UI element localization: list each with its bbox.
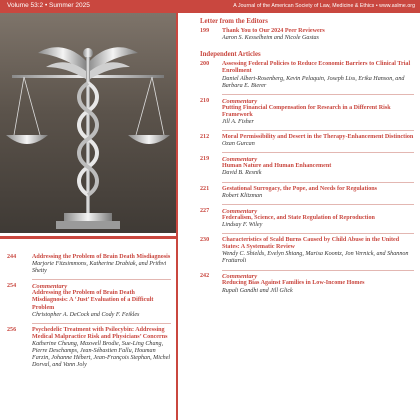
toc-entry[interactable] [7,283,171,318]
article-title: Addressing the Problem of Brain Death Misdiagnosis [32,254,171,260]
article-title: Reducing Bias Against Families in Low-Income Homes [222,280,365,287]
entry-rule [222,270,414,271]
article-authors: Wendy C. Shields, Evelyn Shiang, Marisa Koontz, Jon Vernick, and Shannon Frattaroli [222,251,409,265]
toc-entry[interactable] [184,98,414,126]
entry-rule [222,130,414,131]
page-number: 221 [200,185,210,192]
article-authors: Aaron S. Kesselheim and Nicole Gastas [222,35,319,42]
left-column [7,254,171,373]
article-authors: Lindsay F. Wiley [222,221,263,228]
article-authors: Marjorie Fitzsimmons, Katherine Drabiak, and Prithvi Shetty [32,261,167,275]
section-heading: Letter from the Editors [200,18,268,25]
entry-rule [222,182,414,183]
page-number: 219 [200,156,210,163]
toc-entry[interactable] [184,134,414,148]
article-authors: Christopher A. DeCock and Cody F. Feikles [32,311,140,318]
entry-rule [222,233,414,234]
page-number: 199 [200,28,210,35]
article-title: Assessing Federal Policies to Reduce Economic Barriers to Clinical Trial Enrollment [222,61,411,75]
entry-rule [32,323,171,324]
page-number: 244 [7,254,17,260]
entry-rule [222,152,414,153]
section-heading: Independent Articles [200,51,261,59]
page-number: 210 [200,97,210,104]
caduceus-scales-icon [0,13,176,233]
article-authors: Katherine Cheung, Maxwell Brodie, Sue-Ling Chang, Pierre Deschamps, Jean-Sébastien Fallu, Houman Farzin, Johanne Hébert, Jean-François Stephan, Michel Dorval, and Vann Joly [32,340,171,369]
article-title: Putting Financial Compensation for Research in a Different Risk Framework [222,104,391,118]
page-number: 227 [200,207,210,214]
page-number: 256 [7,326,17,333]
page-number: 212 [200,134,210,141]
toc-entry[interactable] [184,61,414,89]
article-kind: Commentary [32,283,68,291]
toc-entry[interactable] [184,28,414,42]
entry-rule [222,94,414,95]
article-authors: Rupali Gandhi and Jill Glick [222,287,293,294]
article-title: Characteristics of Scald Burns Caused by Child Abuse in the United States: A Systematic Review [222,236,400,251]
article-authors: Jill A. Fisher [222,119,254,126]
article-title: Human Nature and Human Enhancement [222,163,332,170]
page-number: 254 [7,283,17,290]
article-kind: Commentary [222,97,258,105]
page-number: 230 [200,236,210,243]
toc-entry[interactable] [7,254,171,275]
page-number: 200 [200,61,210,68]
article-kind: Commentary [222,207,258,215]
article-kind: Commentary [222,273,258,281]
toc-entry[interactable] [184,273,414,294]
volume-label: Volume 53:2 • Summer 2025 [7,2,90,9]
toc-entry[interactable] [7,327,171,370]
entry-rule [222,204,414,205]
toc-entry[interactable] [184,186,414,200]
article-title: Gestational Surrogacy, the Pope, and Needs for Regulations [222,185,377,192]
page-number: 242 [200,273,210,280]
article-title: Psychedelic Treatment with Psilocybin: Addressing Medical Malpractice Risk and Physicians’ Concerns [32,326,168,340]
toc-entry[interactable] [184,208,414,229]
header-bar [0,0,420,13]
cover-photo-caduceus-scales [0,13,176,233]
article-title: Federalism, Science, and State Regulation of Reproduction [222,214,375,221]
article-authors: Ozan Gurcan [222,141,255,148]
right-column [184,18,414,299]
article-authors: Robert Klitzman [222,192,263,199]
article-authors: David B. Resnik [222,170,262,177]
divider-rule [0,236,176,239]
article-title: Thank You to Our 2024 Peer Reviewers [222,28,325,35]
column-divider [176,13,178,420]
toc-entry[interactable] [184,237,414,265]
journal-name: A Journal of the American Society of Law, Medicine & Ethics • www.aslme.org [233,2,415,9]
article-kind: Commentary [222,156,258,164]
article-title: Addressing the Problem of Brain Death Misdiagnosis: A ‘Just’ Evaluation of a Difficult Problem [32,290,154,311]
article-authors: Daniel Albert-Rosenberg, Kevin Pelaquin, Joseph Liss, Erika Hanson, and Barbara E. Bierer [222,75,405,89]
article-title: Moral Permissibility and Desert in the Therapy-Enhancement Distinction [222,134,414,141]
toc-entry[interactable] [184,156,414,177]
entry-rule [32,279,171,280]
